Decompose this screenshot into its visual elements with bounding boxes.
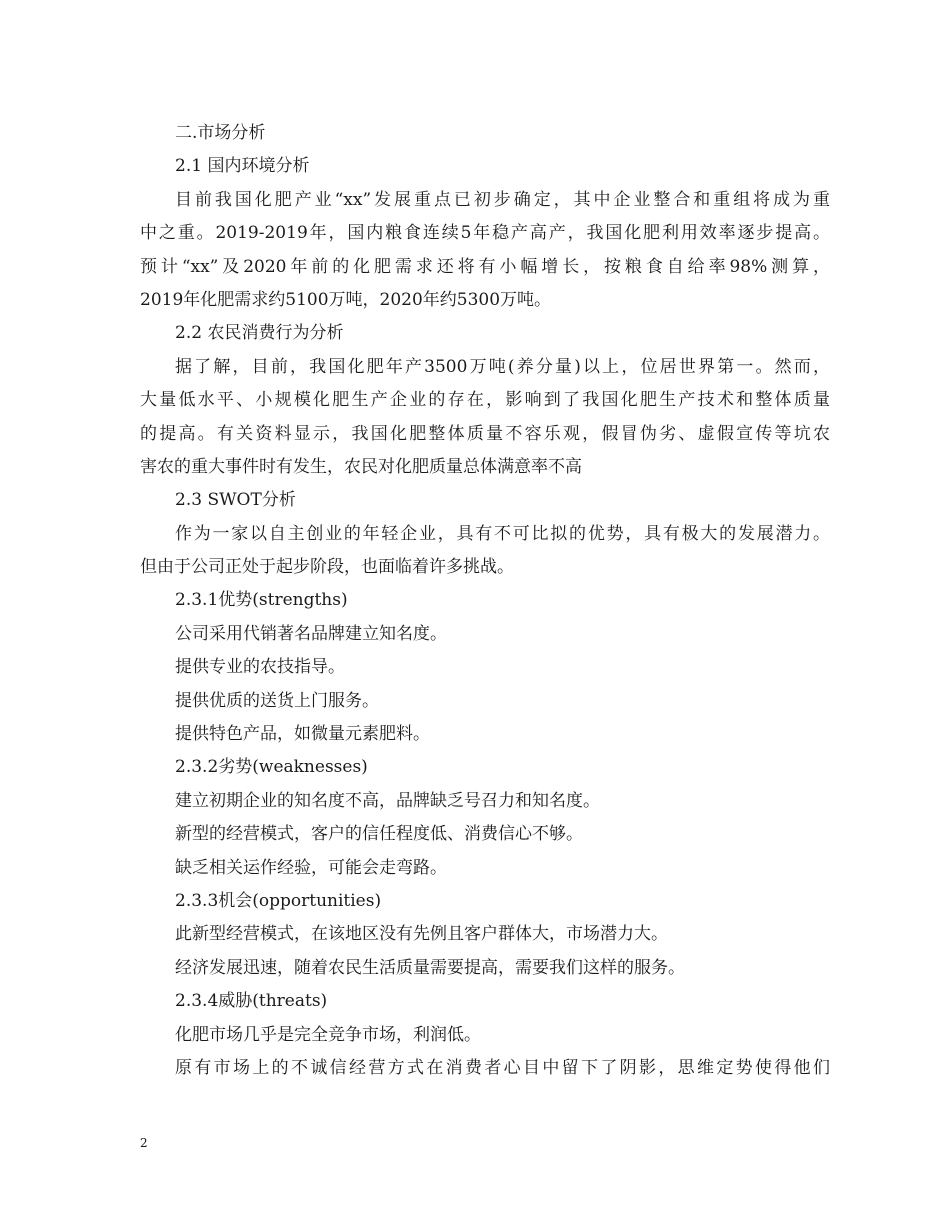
subsection-heading-consumer-behavior: 2.2 农民消费行为分析 <box>175 323 344 344</box>
list-item: 缺乏相关运作经验，可能会走弯路。 <box>175 857 447 878</box>
paragraph-line: 大量低水平、小规模化肥生产企业的存在，影响到了我国化肥生产技术和整体质量 <box>140 390 830 411</box>
section-heading-market-analysis: 二.市场分析 <box>175 123 266 143</box>
subsection-heading-threats: 2.3.4威胁(threats) <box>175 991 328 1012</box>
subsection-heading-opportunities: 2.3.3机会(opportunities) <box>175 890 382 911</box>
paragraph-line: 中之重。2019-2019年，国内粮食连续5年稳产高产，我国化肥利用效率逐步提高。 <box>140 223 830 244</box>
list-item: 建立初期企业的知名度不高，品牌缺乏号召力和知名度。 <box>175 790 600 811</box>
paragraph-line: 的提高。有关资料显示，我国化肥整体质量不容乐观，假冒伪劣、虚假宣传等坑农 <box>140 423 830 444</box>
list-item: 经济发展迅速，随着农民生活质量需要提高，需要我们这样的服务。 <box>175 957 685 978</box>
list-item: 此新型经营模式，在该地区没有先例且客户群体大，市场潜力大。 <box>175 924 668 945</box>
list-item: 公司采用代销著名品牌建立知名度。 <box>175 623 447 644</box>
list-item: 提供专业的农技指导。 <box>175 657 345 678</box>
list-item: 化肥市场几乎是完全竞争市场，利润低。 <box>175 1024 481 1045</box>
list-item: 提供优质的送货上门服务。 <box>175 690 379 711</box>
page-number: 2 <box>140 1136 148 1150</box>
document-body <box>140 117 830 1085</box>
paragraph-line: 但由于公司正处于起步阶段，也面临着许多挑战。 <box>140 557 514 578</box>
paragraph-line: 目前我国化肥产业“xx”发展重点已初步确定，其中企业整合和重组将成为重 <box>175 189 830 210</box>
paragraph-line: 预计“xx”及2020年前的化肥需求还将有小幅增长，按粮食自给率98%测算， <box>140 256 830 277</box>
subsection-heading-domestic-environment: 2.1 国内环境分析 <box>175 156 310 177</box>
paragraph-line: 2019年化肥需求约5100万吨，2020年约5300万吨。 <box>140 289 552 310</box>
list-item: 新型的经营模式，客户的信任程度低、消费信心不够。 <box>175 824 583 845</box>
paragraph-line: 据了解，目前，我国化肥年产3500万吨(养分量)以上，位居世界第一。然而， <box>175 356 830 377</box>
subsection-heading-strengths: 2.3.1优势(strengths) <box>175 590 348 611</box>
subsection-heading-swot: 2.3 SWOT分析 <box>175 490 296 511</box>
paragraph-line: 原有市场上的不诚信经营方式在消费者心目中留下了阴影，思维定势使得他们 <box>175 1057 830 1078</box>
list-item: 提供特色产品，如微量元素肥料。 <box>175 724 430 745</box>
subsection-heading-weaknesses: 2.3.2劣势(weaknesses) <box>175 757 368 778</box>
paragraph-line: 害农的重大事件时有发生，农民对化肥质量总体满意率不高 <box>140 456 582 477</box>
paragraph-line: 作为一家以自主创业的年轻企业，具有不可比拟的优势，具有极大的发展潜力。 <box>175 523 830 544</box>
